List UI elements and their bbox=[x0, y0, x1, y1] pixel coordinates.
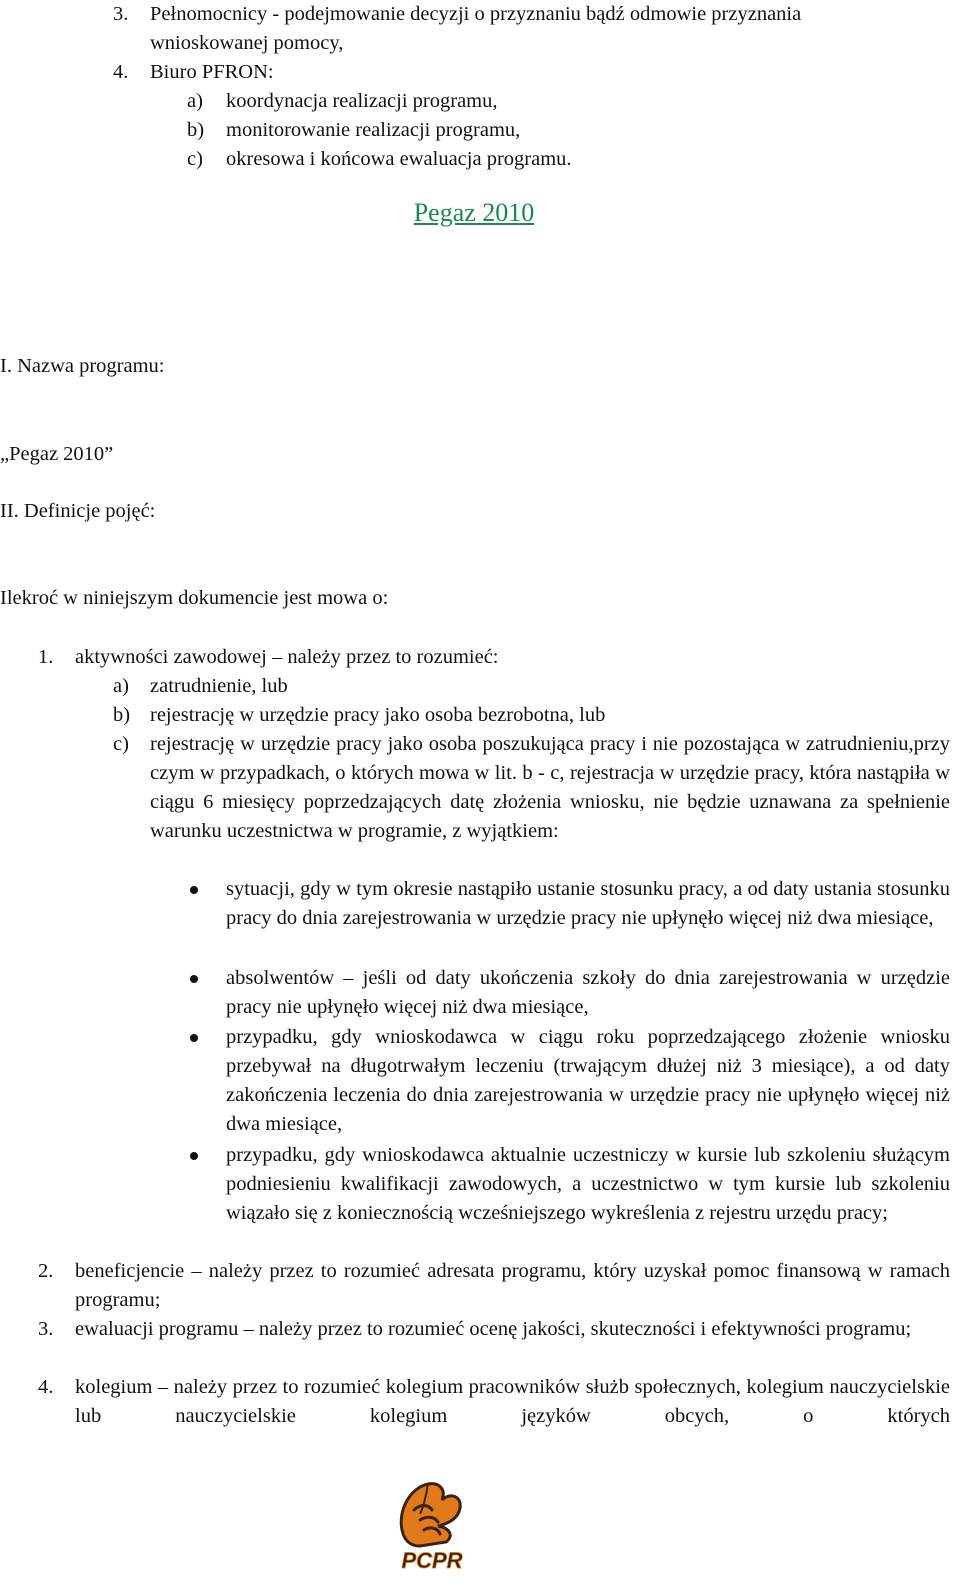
bullet-text: przypadku, gdy wnioskodawca aktualnie uczestniczy w kursie lub szkoleniu służącym podniesieniu kwalifikacji zawodowych, a uczestnictwo w tym kursie lub szkoleniu wiązało się z koniecznością wcześniejszego wykreślenia z rejestru urzędu pracy; bbox=[226, 1144, 950, 1224]
sub-item-text: koordynacja realizacji programu, bbox=[226, 90, 498, 112]
program-name: „Pegaz 2010” bbox=[0, 443, 114, 465]
bullet-icon bbox=[190, 975, 198, 983]
sub-item-letter: b) bbox=[187, 119, 205, 141]
bullet-text: absolwentów – jeśli od daty ukończenia szkoły do dnia zarejestrowania w urzędzie pracy nie upłynęło więcej niż dwa miesiące, bbox=[226, 967, 950, 1018]
sub-item-text: zatrudnienie, lub bbox=[150, 675, 288, 697]
pcpr-logo-text: PCPR bbox=[401, 1548, 463, 1573]
pcpr-logo-graphic bbox=[380, 1470, 484, 1574]
sub-item-letter: a) bbox=[113, 675, 129, 697]
list-item-text: Pełnomocnicy - podejmowanie decyzji o przyznaniu bądź odmowie przyznania bbox=[150, 3, 802, 25]
sub-item-letter: c) bbox=[113, 733, 129, 755]
bullet-text: przypadku, gdy wnioskodawca w ciągu roku poprzedzającego złożenie wniosku przebywał na długotrwałym leczeniu (trwającym dłużej niż 3 miesiące), a od daty zakończenia leczenia do dnia zarejestrowania w urzędzie pracy nie upłynęło więcej niż dwa miesiące, bbox=[226, 1026, 950, 1135]
pcpr-logo bbox=[380, 1470, 484, 1574]
definition-text: beneficjencie – należy przez to rozumieć adresata programu, który uzyskał pomoc finansową w ramach programu; bbox=[75, 1260, 950, 1311]
sub-item-text: okresowa i końcowa ewaluacja programu. bbox=[226, 148, 572, 170]
list-item-text: Biuro PFRON: bbox=[150, 61, 274, 83]
sub-item-letter: a) bbox=[187, 90, 203, 112]
definition-text: ewaluacji programu – należy przez to rozumieć ocenę jakości, skuteczności i efektywności programu; bbox=[75, 1318, 912, 1340]
intro-text: Ilekroć w niniejszym dokumencie jest mowa o: bbox=[0, 587, 389, 609]
sub-item-letter: b) bbox=[113, 704, 131, 726]
sub-item-letter: c) bbox=[187, 148, 203, 170]
sub-item-text: monitorowanie realizacji programu, bbox=[226, 119, 521, 141]
sub-item-text: rejestrację w urzędzie pracy jako osoba poszukująca pracy i nie pozostająca w zatrudnieniu,przy czym w przypadkach, o których mowa w lit. b - c, rejestracja w urzędzie pracy, która nastąpiła w ciągu 6 miesięcy poprzedzających datę złożenia wniosku, nie będzie uznawana za spełnienie warunku uczestnictwa w programie, z wyjątkiem: bbox=[150, 733, 950, 842]
bullet-icon bbox=[190, 886, 198, 894]
bullet-icon bbox=[190, 1152, 198, 1160]
definition-number: 4. bbox=[38, 1376, 54, 1398]
definition-number: 1. bbox=[38, 646, 54, 668]
section-heading: II. Definicje pojęć: bbox=[0, 500, 156, 522]
list-number: 3. bbox=[113, 3, 129, 25]
section-title-link[interactable]: Pegaz 2010 bbox=[413, 198, 535, 227]
definition-text: kolegium – należy przez to rozumieć kolegium pracowników służb społecznych, kolegium nauczycielskie lub nauczycielskie kolegium języków obcych, o których bbox=[75, 1376, 950, 1427]
bullet-icon bbox=[190, 1034, 198, 1042]
section-heading: I. Nazwa programu: bbox=[0, 355, 165, 377]
list-item-text: wnioskowanej pomocy, bbox=[150, 32, 344, 54]
sub-item-text: rejestrację w urzędzie pracy jako osoba bezrobotna, lub bbox=[150, 704, 606, 726]
definition-text: aktywności zawodowej – należy przez to rozumieć: bbox=[75, 646, 499, 668]
bullet-text: sytuacji, gdy w tym okresie nastąpiło ustanie stosunku pracy, a od daty ustania stosunku pracy do dnia zarejestrowania w urzędzie pracy nie upłynęło więcej niż dwa miesiące, bbox=[226, 878, 950, 929]
definition-number: 2. bbox=[38, 1260, 54, 1282]
list-number: 4. bbox=[113, 61, 129, 83]
definition-number: 3. bbox=[38, 1318, 54, 1340]
